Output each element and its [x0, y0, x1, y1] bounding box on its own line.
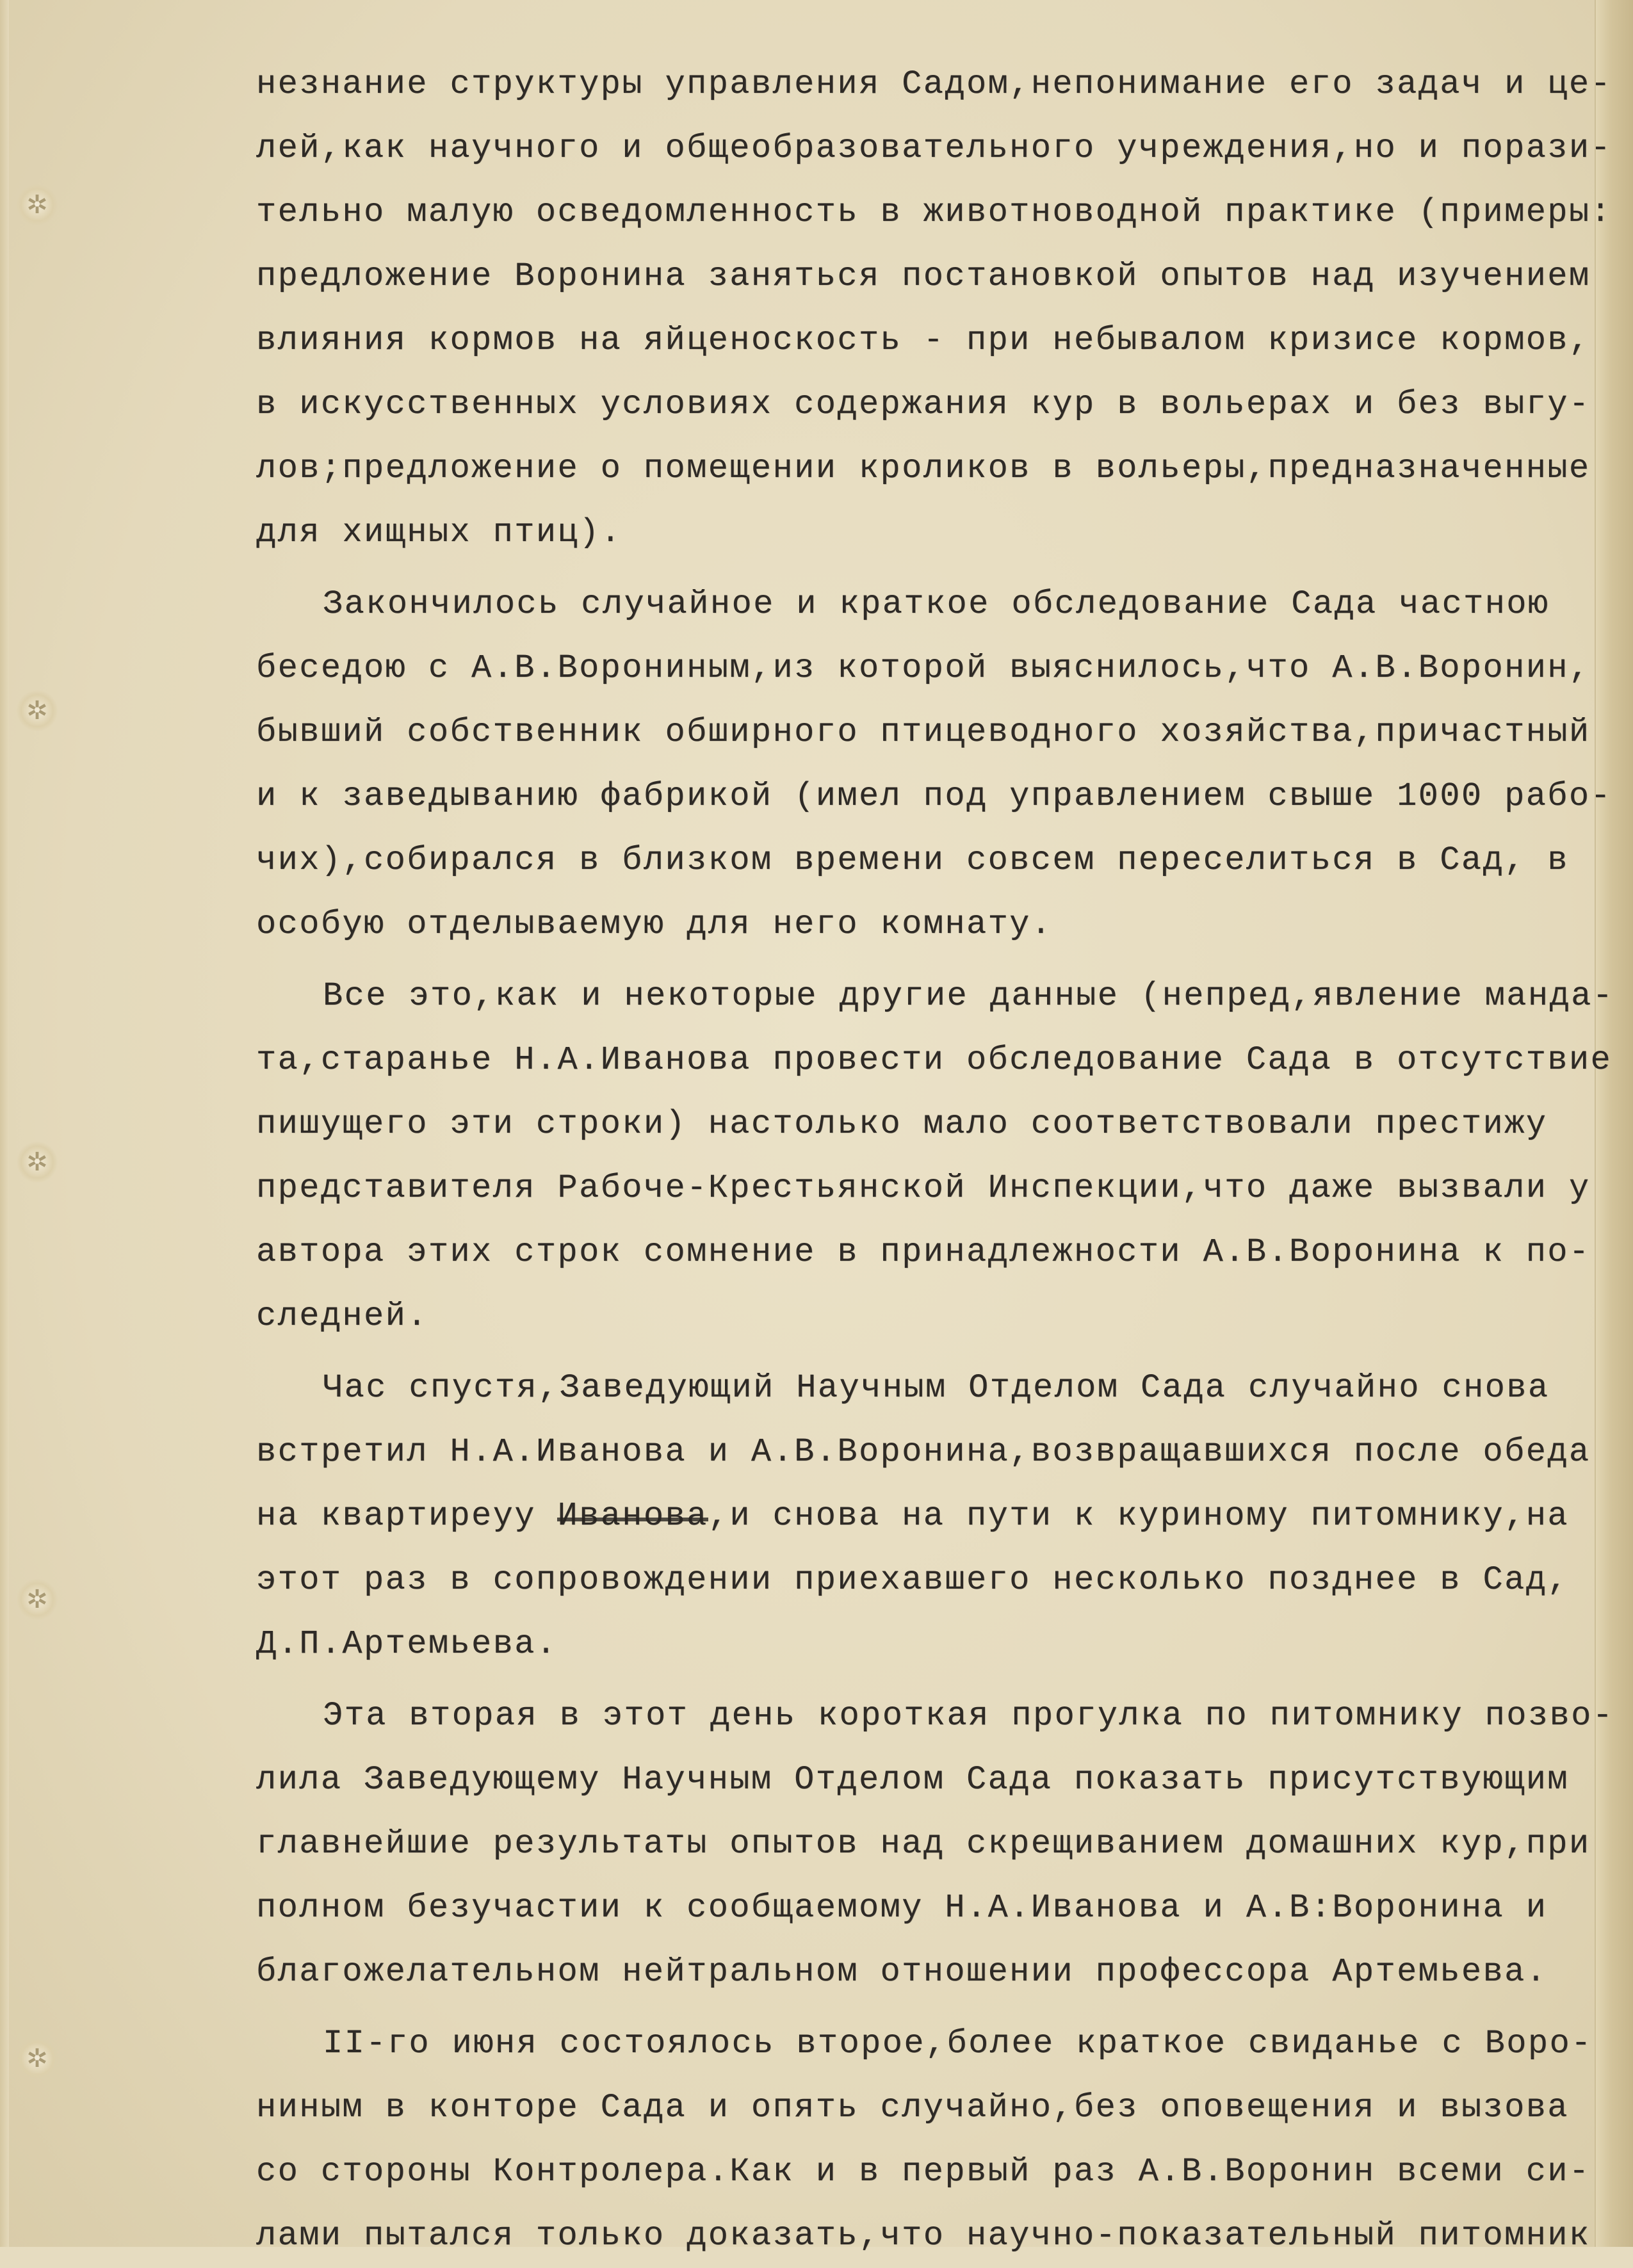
text-line: Д.П.Артемьева. — [256, 1625, 558, 1663]
text-fragment: ,и снова на пути к куриному питомнику,на — [708, 1497, 1569, 1535]
text-line: следней. — [256, 1297, 428, 1335]
text-line: лила Заведующему Научным Отделом Сада показать присутствующим — [256, 1761, 1569, 1799]
punch-hole-icon: ✲ — [26, 1585, 48, 1614]
text-line: лей,как научного и общеобразовательного учреждения,но и порази- — [256, 129, 1613, 167]
page-left-edge — [0, 0, 9, 2247]
text-line: автора этих строк сомнение в принадлежности А.В.Воронина к по- — [256, 1233, 1591, 1271]
paragraph-start-line: Все это,как и некоторые другие данные (непред,явление манда- — [323, 977, 1614, 1015]
text-line: главнейшие результаты опытов над скрещиванием домашних кур,при — [256, 1825, 1591, 1863]
text-line: лами пытался только доказать,что научно-показательный питомник — [256, 2217, 1591, 2255]
punch-hole-icon: ✲ — [26, 696, 48, 725]
text-line: пишущего эти строки) настолько мало соответствовали престижу — [256, 1105, 1548, 1143]
punch-hole-mark — [17, 1142, 58, 1183]
text-line: встретил Н.А.Иванова и А.В.Воронина,возвращавшихся после обеда — [256, 1433, 1591, 1471]
text-line: и к заведыванию фабрикой (имел под управлением свыше 1000 рабо- — [256, 777, 1613, 815]
paragraph-start-line: Закончилось случайное и краткое обследование Сада частною — [323, 585, 1550, 623]
text-line: та,старанье Н.А.Иванова провести обследование Сада в отсутствие — [256, 1041, 1613, 1079]
text-line: полном безучастии к сообщаемому Н.А.Иванова и А.В:Воронина и — [256, 1889, 1548, 1927]
paragraph-start-line: Эта вторая в этот день короткая прогулка по питомнику позво- — [323, 1697, 1614, 1735]
punch-hole-mark — [17, 2038, 58, 2079]
punch-hole-mark — [17, 1579, 58, 1620]
text-line: чих),собирался в близком времени совсем переселиться в Сад, в — [256, 841, 1569, 879]
text-line: в искусственных условиях содержания кур в вольерах и без выгу- — [256, 385, 1591, 423]
text-line-with-correction — [256, 1484, 1614, 1548]
text-line: лов;предложение о помещении кроликов в вольеры,предназначенные — [256, 450, 1591, 487]
paragraph-start-line: II-го июня состоялось второе,более краткое свиданье с Воро- — [323, 2025, 1593, 2062]
text-line: этот раз в сопровождении приехавшего несколько позднее в Сад, — [256, 1561, 1569, 1599]
punch-hole-mark — [17, 184, 58, 225]
text-line: предложение Воронина заняться постановкой опытов над изучением — [256, 257, 1591, 295]
text-line: незнание структуры управления Садом,непонимание его задач и це- — [256, 65, 1613, 103]
text-line: со стороны Контролера.Как и в первый раз А.В.Воронин всеми си- — [256, 2153, 1591, 2191]
text-line: особую отделываемую для него комнату. — [256, 905, 1053, 943]
text-line: бывший собственник обширного птицеводного хозяйства,причастный — [256, 713, 1591, 751]
struck-out-word: Иванова — [557, 1497, 708, 1535]
punch-hole-mark — [17, 690, 58, 731]
typewritten-text — [256, 53, 1614, 2268]
paragraph-start-line: Час спустя,Заведующий Научным Отделом Сада случайно снова — [323, 1369, 1550, 1407]
text-fragment: на квартиреуу — [256, 1497, 558, 1535]
punch-hole-icon: ✲ — [26, 2044, 48, 2073]
punch-hole-icon: ✲ — [26, 1147, 48, 1177]
punch-hole-icon: ✲ — [26, 190, 48, 220]
text-line: ниным в конторе Сада и опять случайно,без оповещения и вызова — [256, 2089, 1569, 2126]
text-line: благожелательном нейтральном отношении профессора Артемьева. — [256, 1953, 1548, 1991]
text-line: тельно малую осведомленность в животноводной практике (примеры: — [256, 193, 1613, 231]
text-line: для хищных птиц). — [256, 514, 622, 551]
text-line: влияния кормов на яйценоскость - при небывалом кризисе кормов, — [256, 321, 1591, 359]
text-line: беседою с А.В.Ворониным,из которой выяснилось,что А.В.Воронин, — [256, 649, 1591, 687]
text-line: представителя Рабоче-Крестьянской Инспекции,что даже вызвали у — [256, 1169, 1591, 1207]
